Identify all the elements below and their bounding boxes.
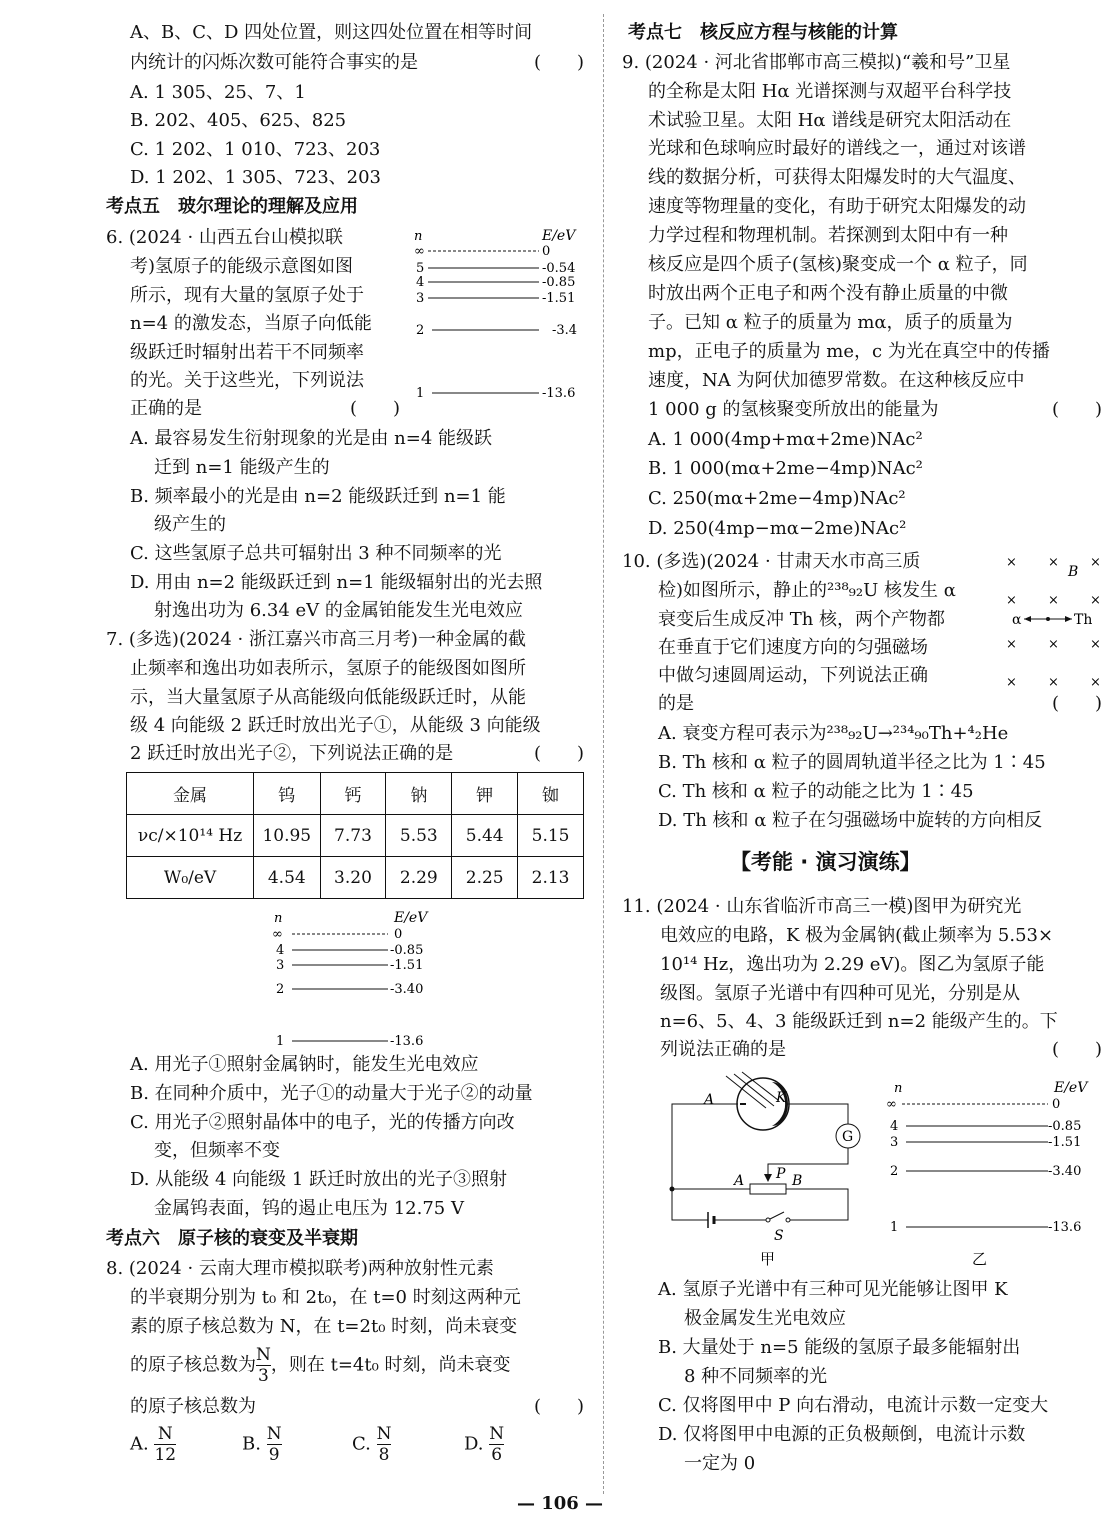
level-e: -13.6 [542, 386, 576, 401]
rheostat-end-a: A [734, 1173, 745, 1189]
n-axis-label: n [414, 229, 423, 244]
q7-option-b: B. 在同种介质中，光子①的动量大于光子②的动量 [130, 1083, 533, 1104]
q9-line: mp，正电子的质量为 me，c 为光在真空中的传播 [648, 341, 1050, 362]
table-row-label: νc/×10¹⁴ Hz [127, 815, 254, 857]
q8-option-c: C. $\frac{N}{8}$ [352, 1424, 392, 1465]
cross-mark: × [1090, 593, 1101, 608]
arrow-left-icon [1024, 616, 1031, 622]
q9-option-d: D. 250(4mp−mα−2me)NAc² [648, 518, 907, 539]
q6-option-a: A. 最容易发生衍射现象的光是由 n=4 能级跃 [130, 428, 493, 449]
energy-axis-label: E/eV [394, 910, 428, 926]
level-n: 5 [416, 261, 425, 276]
level-n: 1 [416, 386, 425, 401]
level-e: -1.51 [1048, 1135, 1082, 1150]
table-cell: 5.15 [518, 815, 584, 857]
table-cell: 2.29 [386, 857, 452, 899]
slider-label: P [776, 1166, 786, 1182]
q9-line: 力学过程和物理机制。若探测到太阳中有一种 [648, 225, 1008, 246]
cross-mark: × [1048, 637, 1059, 652]
cathode-label: K [776, 1090, 787, 1106]
q11-option-b-cont: 8 种不同频率的光 [684, 1366, 828, 1387]
q5-option-b: B. 202、405、625、825 [130, 110, 347, 131]
light-ray [742, 1072, 778, 1100]
thorium-label: Th [1074, 612, 1093, 628]
practice-section-heading: 【考能 · 演习演练】 [730, 850, 921, 874]
cross-mark: × [1006, 593, 1017, 608]
q11-line: n=6、5、4、3 能级跃迁到 n=2 能级产生的。下 [660, 1011, 1058, 1032]
q8-line: 的原子核总数为 ( ) [130, 1396, 584, 1417]
cross-mark: × [1006, 637, 1017, 652]
q11-option-a-cont: 极金属发生光电效应 [684, 1308, 846, 1329]
fraction: $\frac{N}{3}$ [256, 1345, 271, 1386]
q6-line: n=4 的激发态，当原子向低能 [130, 313, 372, 334]
q7-line: 止频率和逸出功如表所示，氢原子的能级图如图所 [130, 658, 526, 679]
energy-axis-label: E/eV [1054, 1080, 1088, 1096]
table-cell: 4.54 [254, 857, 320, 899]
q7-option-c-cont: 变，但频率不变 [154, 1140, 280, 1161]
q8-line: 8. (2024 · 云南大理市模拟联考)两种放射性元素 [106, 1258, 494, 1279]
q8-option-b: B. $\frac{N}{9}$ [242, 1424, 282, 1465]
q6-line: 6. (2024 · 山西五台山模拟联 [106, 227, 343, 248]
wire [786, 1189, 848, 1220]
table-row [127, 815, 584, 857]
switch-contact [766, 1218, 770, 1222]
q6-option-b-cont: 级产生的 [154, 514, 226, 535]
table-cell: 3.20 [320, 857, 386, 899]
q5-option-a: A. 1 305、25、7、1 [130, 82, 306, 103]
q10-line: 10. (多选)(2024 · 甘肃天水市高三质 [622, 551, 921, 572]
level-e: -0.54 [542, 261, 576, 276]
q11-option-a: A. 氢原子光谱中有三种可见光能够让图甲 K [658, 1279, 1008, 1300]
q7-line: 7. (多选)(2024 · 浙江嘉兴市高三月考)一种金属的截 [106, 629, 526, 650]
level-n: 1 [276, 1034, 285, 1049]
q7-option-d: D. 从能级 4 向能级 1 跃迁时放出的光子③照射 [130, 1169, 508, 1190]
q11-photoelectric-circuit [668, 1074, 858, 1274]
q5-tail-line2: 内统计的闪烁次数可能符合事实的是 ( ) [130, 52, 584, 73]
table-cell: 5.53 [386, 815, 452, 857]
section-6-heading: 考点六 原子核的衰变及半衰期 [106, 1228, 358, 1249]
table-cell: 2.25 [452, 857, 518, 899]
q8-option-a: A. $\frac{N}{12}$ [130, 1424, 177, 1465]
q9-option-a: A. 1 000(4mp+mα+2me)NAc² [648, 429, 923, 450]
q10-line: 中做匀速圆周运动，下列说法正确 [658, 665, 928, 686]
q6-line: 正确的是 ( ) [130, 398, 400, 419]
level-e: -3.40 [1048, 1164, 1082, 1179]
level-e: -0.85 [390, 943, 424, 958]
q11-line: 列说法正确的是 ( ) [660, 1039, 1102, 1060]
q7-line: 2 跃迁时放出光子②，下列说法正确的是 ( ) [130, 743, 584, 764]
q9-line: 核反应是四个质子(氢核)聚变成一个 α 粒子，同 [648, 254, 1028, 275]
q9-line: 的全称是太阳 Hα 光谱探测与双超平台科学技 [648, 81, 1012, 102]
table-cell: 7.73 [320, 815, 386, 857]
q10-option-c: C. Th 核和 α 粒子的动能之比为 1∶45 [658, 781, 974, 802]
table-header-cell: 钨 [254, 773, 320, 815]
q7-line: 示，当大量氢原子从高能级向低能级跃迁时，从能 [130, 687, 526, 708]
level-e: -13.6 [390, 1034, 424, 1049]
table-header-cell: 铷 [518, 773, 584, 815]
switch-contact [786, 1218, 790, 1222]
galvanometer-label: G [842, 1129, 854, 1145]
level-n: 3 [276, 958, 285, 973]
n-axis-label: n [894, 1081, 903, 1096]
q9-line: 子。已知 α 粒子的质量为 mα，质子的质量为 [648, 312, 1013, 333]
q6-line: 的光。关于这些光，下列说法 [130, 370, 364, 391]
n-axis-label: n [274, 911, 283, 926]
wire [672, 1104, 738, 1220]
q10-line: 的是 ( ) [658, 693, 1102, 714]
q10-option-a: A. 衰变方程可表示为²³⁸₉₂U→²³⁴₉₀Th+⁴₂He [658, 723, 1009, 744]
q9-line: 术试验卫星。太阳 Hα 谱线是研究太阳活动在 [648, 110, 1012, 131]
rheostat [750, 1184, 786, 1194]
q6-line: 所示，现有大量的氢原子处于 [130, 285, 364, 306]
q8-line: 素的原子核总数为 N，在 t=2t₀ 时刻，尚未衰变 [130, 1316, 518, 1337]
q11-line: 11. (2024 · 山东省临沂市高三一模)图甲为研究光 [622, 896, 1022, 917]
table-header-cell: 钾 [452, 773, 518, 815]
table-header-cell: 钠 [386, 773, 452, 815]
arrow-right-icon [1065, 616, 1072, 622]
q10-magnetic-field-diagram [1000, 548, 1100, 688]
q8-line: 的半衰期分别为 t₀ 和 2t₀，在 t=0 时刻这两种元 [130, 1287, 521, 1308]
table-header-cell: 金属 [127, 773, 254, 815]
q5-option-c: C. 1 202、1 010、723、203 [130, 139, 381, 160]
table-row [127, 773, 584, 815]
wire [788, 1104, 848, 1124]
anode-label: A [704, 1092, 715, 1108]
q7-line: 级 4 向能级 2 跃迁时放出光子①，从能级 3 向能级 [130, 715, 541, 736]
level-e: 0 [394, 927, 403, 942]
q10-option-b: B. Th 核和 α 粒子的圆周轨道半径之比为 1∶45 [658, 752, 1046, 773]
q10-line: 在垂直于它们速度方向的匀强磁场 [658, 637, 928, 658]
level-n: 2 [276, 982, 285, 997]
q9-option-b: B. 1 000(mα+2me−4mp)NAc² [648, 458, 923, 479]
switch-icon [768, 1212, 784, 1220]
q9-line: 1 000 g 的氢核聚变所放出的能量为 ( ) [648, 399, 1102, 420]
table-cell: 5.44 [452, 815, 518, 857]
q11-option-d-cont: 一定为 0 [684, 1453, 756, 1474]
cross-mark: × [1048, 675, 1059, 690]
q11-line: 级图。氢原子光谱中有四种可见光，分别是从 [660, 983, 1020, 1004]
q6-line: 考)氢原子的能级示意图如图 [130, 256, 354, 277]
q11-option-d: D. 仅将图甲中电源的正负极颠倒，电流计示数 [658, 1424, 1026, 1445]
q7-option-d-cont: 金属钨表面，钨的遏止电压为 12.75 V [154, 1198, 464, 1219]
table-cell: 2.13 [518, 857, 584, 899]
level-n: ∞ [886, 1097, 897, 1112]
level-e: 0 [1052, 1097, 1061, 1112]
q5-tail-line1: A、B、C、D 四处位置，则这四处位置在相等时间 [130, 22, 533, 43]
level-e: -1.51 [390, 958, 424, 973]
cross-mark: × [1048, 593, 1059, 608]
q9-line: 速度等物理量的变化，有助于研究太阳爆发的动 [648, 196, 1026, 217]
metal-table [126, 772, 584, 899]
q6-option-c: C. 这些氢原子总共可辐射出 3 种不同频率的光 [130, 543, 502, 564]
level-e: -13.6 [1048, 1220, 1082, 1235]
cross-mark: × [1048, 555, 1059, 570]
nucleus-dot [1046, 617, 1050, 621]
q10-option-d: D. Th 核和 α 粒子在匀强磁场中旋转的方向相反 [658, 810, 1043, 831]
level-e: -0.85 [542, 275, 576, 290]
magnetic-field-label: B [1068, 564, 1079, 580]
rheostat-end-b: B [792, 1173, 803, 1189]
q9-option-c: C. 250(mα+2me−4mp)NAc² [648, 488, 906, 509]
alpha-label: α [1012, 612, 1022, 628]
level-n: 4 [276, 943, 285, 958]
cross-mark: × [1090, 637, 1101, 652]
level-n: 4 [416, 275, 425, 290]
cross-mark: × [1090, 555, 1101, 570]
q11-line: 10¹⁴ Hz，逸出功为 2.29 eV)。图乙为氢原子能 [660, 954, 1045, 975]
switch-label: S [774, 1228, 784, 1244]
q9-line: 时放出两个正电子和两个没有静止质量的中微 [648, 283, 1008, 304]
page-number: — 106 — [516, 1493, 604, 1514]
q7-option-a: A. 用光子①照射金属钠时，能发生光电效应 [130, 1054, 479, 1075]
section-7-heading: 考点七 核反应方程与核能的计算 [628, 22, 898, 43]
q8-line-with-fraction: 的原子核总数为 $\frac{N}{3}$ ，则在 t=4t₀ 时刻，尚未衰变 [130, 1345, 511, 1386]
q11-energy-level-diagram [884, 1078, 1104, 1274]
table-cell: 10.95 [254, 815, 320, 857]
q6-option-d-cont: 射逸出功为 6.34 eV 的金属铂能发生光电效应 [154, 600, 523, 621]
column-divider [603, 14, 604, 1494]
q7-option-c: C. 用光子②照射晶体中的电子，光的传播方向改 [130, 1112, 515, 1133]
q6-option-b: B. 频率最小的光是由 n=2 能级跃迁到 n=1 能 [130, 486, 506, 507]
cross-mark: × [1006, 555, 1017, 570]
level-e: -3.4 [552, 323, 578, 338]
level-n: 4 [890, 1119, 899, 1134]
energy-axis-label: E/eV [542, 228, 576, 244]
cross-mark: × [1006, 675, 1017, 690]
level-n: 2 [890, 1164, 899, 1179]
q11-line: 电效应的电路，K 极为金属钠(截止频率为 5.53× [660, 925, 1054, 946]
q9-line: 速度，NA 为阿伏加德罗常数。在这种核反应中 [648, 370, 1025, 391]
cross-mark: × [1090, 675, 1101, 690]
table-row [127, 857, 584, 899]
q8-option-d: D. $\frac{N}{6}$ [464, 1424, 505, 1465]
q6-option-a-cont: 迁到 n=1 能级产生的 [154, 457, 330, 478]
level-e: -0.85 [1048, 1119, 1082, 1134]
slider-arrow-icon [764, 1174, 772, 1182]
level-e: -1.51 [542, 291, 576, 306]
level-e: -3.40 [390, 982, 424, 997]
q6-option-d: D. 用由 n=2 能级跃迁到 n=1 能级辐射出的光去照 [130, 572, 543, 593]
level-n: 2 [416, 323, 425, 338]
q9-line: 光球和色球响应时最好的谱线之一，通过对该谱 [648, 138, 1026, 159]
q7-energy-level-diagram [270, 908, 450, 1050]
level-n: ∞ [272, 927, 283, 942]
q6-energy-level-diagram [414, 226, 589, 406]
q5-option-d: D. 1 202、1 305、723、203 [130, 167, 382, 188]
level-n: 1 [890, 1220, 899, 1235]
section-5-heading: 考点五 玻尔理论的理解及应用 [106, 196, 358, 217]
q10-line: 衰变后生成反冲 Th 核，两个产物都 [658, 609, 946, 630]
level-n: 3 [416, 291, 425, 306]
figure-caption-jia: 甲 [760, 1250, 776, 1268]
level-n: ∞ [414, 244, 425, 259]
figure-caption-yi: 乙 [972, 1250, 988, 1268]
level-n: 3 [890, 1135, 899, 1150]
q11-option-c: C. 仅将图甲中 P 向右滑动，电流计示数一定变大 [658, 1395, 1049, 1416]
q9-line: 9. (2024 · 河北省邯郸市高三模拟)“羲和号”卫星 [622, 52, 1011, 73]
level-e: 0 [542, 244, 551, 259]
q10-line: 检)如图所示，静止的²³⁸₉₂U 核发生 α [658, 580, 956, 601]
q11-option-b: B. 大量处于 n=5 能级的氢原子最多能辐射出 [658, 1337, 1021, 1358]
q6-line: 级跃迁时辐射出若干不同频率 [130, 342, 364, 363]
junction-dot [670, 1187, 675, 1192]
table-header-cell: 钙 [320, 773, 386, 815]
q9-line: 线的数据分析，可获得太阳爆发时的大气温度、 [648, 167, 1026, 188]
table-row-label: W₀/eV [127, 857, 254, 899]
